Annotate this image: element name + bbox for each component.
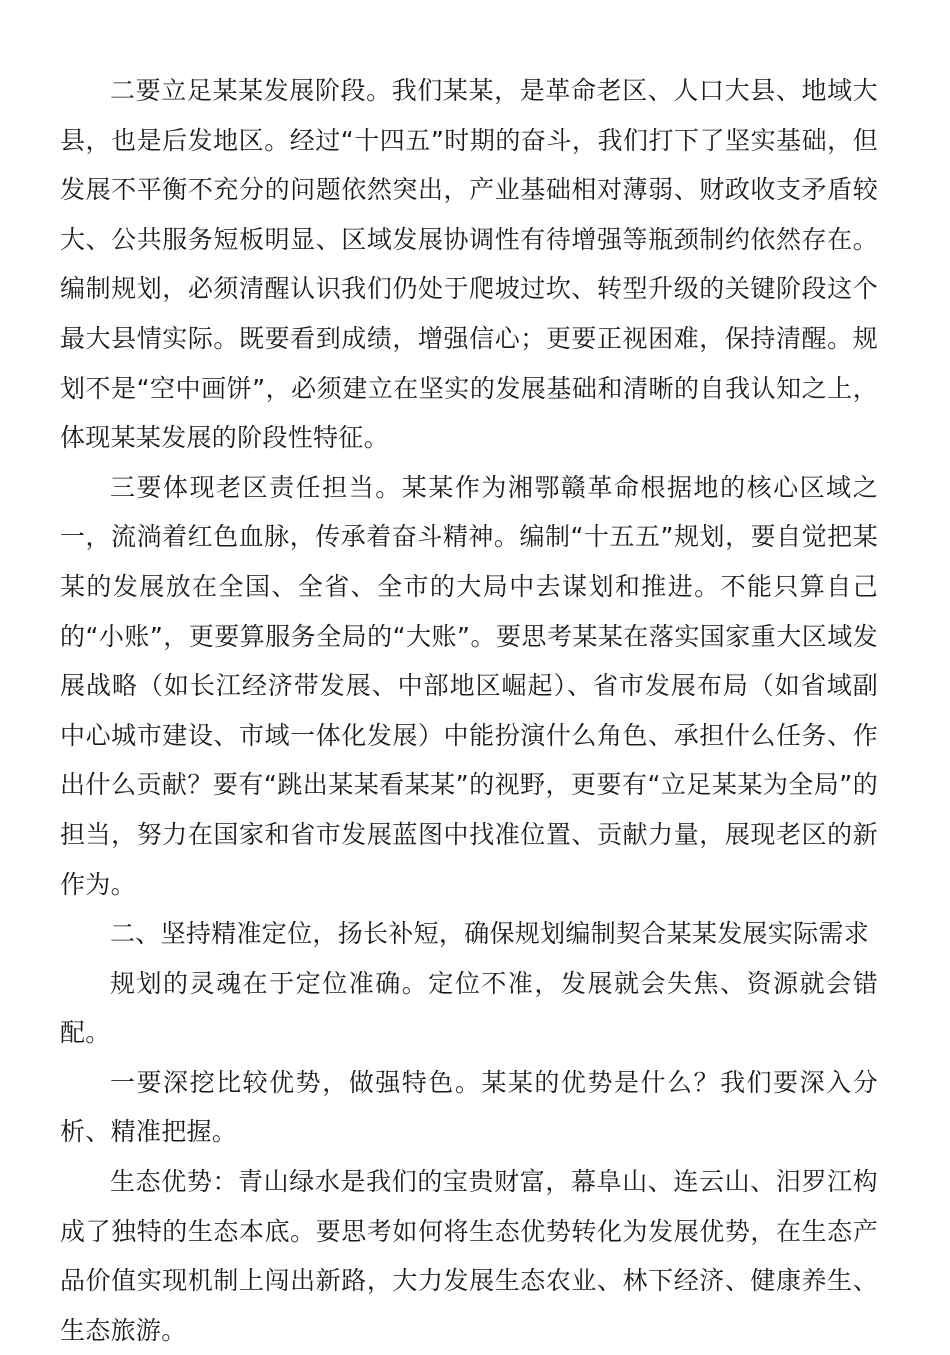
document-body [60,66,878,1355]
paragraph-positioning-intro: 规划的灵魂在于定位准确。定位不准，发展就会失焦、资源就会错配。 [60,968,878,1048]
section-heading-positioning: 二、坚持精准定位，扬长补短，确保规划编制契合某某发展实际需求 [110,919,870,949]
paragraph-ecology: 生态优势：青山绿水是我们的宝贵财富，幕阜山、连云山、汨罗江构成了独特的生态本底。要思考如何将生态优势转化为发展优势，在生态产品价值实现机制上闯出新路，大力发展生态农业、林下经济、健康养生、生态旅游。 [60,1167,878,1345]
paragraph-responsibility: 三要体现老区责任担当。某某作为湘鄂赣革命根据地的核心区域之一，流淌着红色血脉，传承着奋斗精神。编制“十五五”规划，要自觉把某某的发展放在全国、全省、全市的大局中去谋划和推进。不能只算自己的“小账”，更要算服务全局的“大账”。要思考某某在落实国家重大区域发展战略（如长江经济带发展、中部地区崛起）、省市发展布局（如省域副中心城市建设、市域一体化发展）中能扮演什么角色、承担什么任务、作出什么贡献？要有“跳出某某看某某”的视野，更要有“立足某某为全局”的担当，努力在国家和省市发展蓝图中找准位置、贡献力量，展现老区的新作为。 [60,472,878,899]
paragraph-advantages: 一要深挖比较优势，做强特色。某某的优势是什么？我们要深入分析、精准把握。 [60,1067,878,1147]
paragraph-stage: 二要立足某某发展阶段。我们某某，是革命老区、人口大县、地域大县，也是后发地区。经过“十四五”时期的奋斗，我们打下了坚实基础，但发展不平衡不充分的问题依然突出，产业基础相对薄弱、财政收支矛盾较大、公共服务短板明显、区域发展协调性有待增强等瓶颈制约依然存在。编制规划，必须清醒认识我们仍处于爬坡过坎、转型升级的关键阶段这个最大县情实际。既要看到成绩，增强信心；更要正视困难，保持清醒。规划不是“空中画饼”，必须建立在坚实的发展基础和清晰的自我认知之上，体现某某发展的阶段性特征。 [60,76,878,453]
